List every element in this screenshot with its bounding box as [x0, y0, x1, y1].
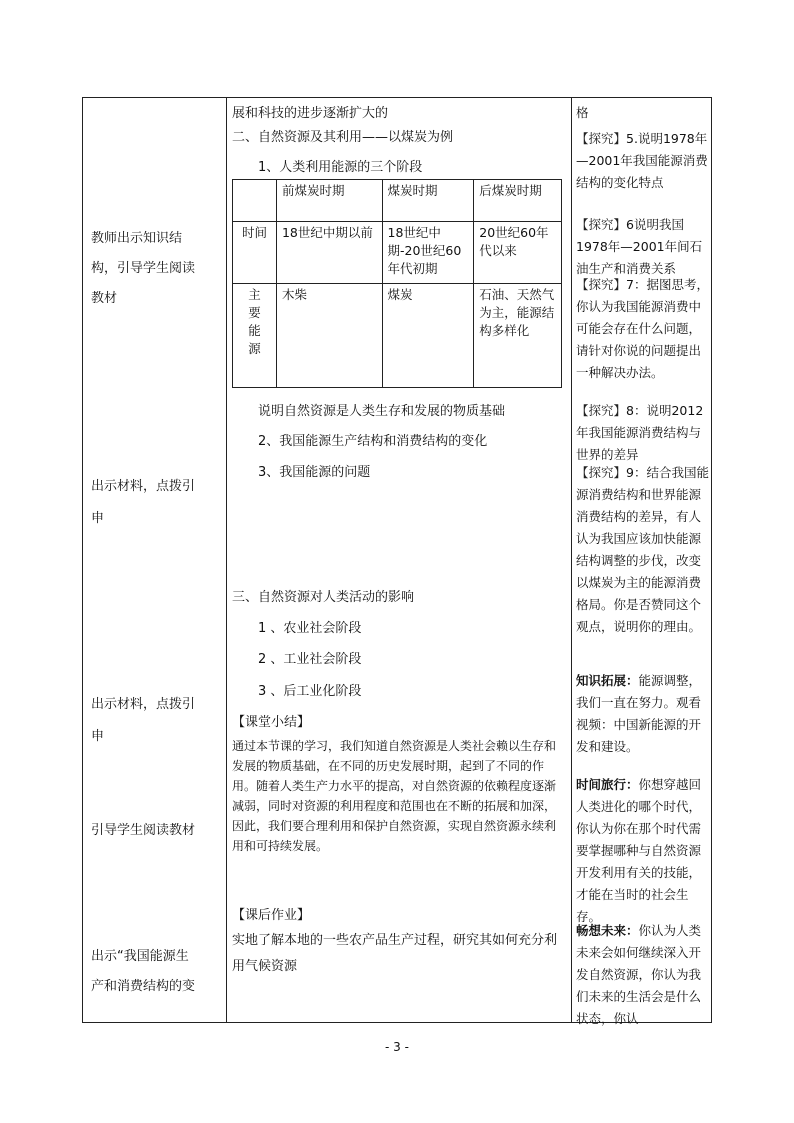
page-number: - 3 -	[385, 1040, 409, 1054]
inquiry-tag: 【探究】	[576, 131, 627, 146]
table-cell: 前煤炭时期	[276, 180, 382, 222]
table-cell: 木柴	[276, 284, 382, 388]
subsection-heading: 3、我国能源的问题	[258, 465, 371, 480]
table-cell: 主要能源	[233, 284, 277, 388]
inquiry-text: 5.说明1978年—2001年我国能源消费结构的变化特点	[576, 131, 708, 190]
activity-line: 教材	[91, 291, 118, 306]
inquiry-6	[576, 214, 710, 280]
inquiry-9	[576, 462, 710, 638]
activity-line: 引导学生阅读教材	[91, 823, 196, 838]
time-travel	[576, 774, 710, 928]
inquiry-text: 格	[576, 105, 589, 120]
activity-line: 教师出示知识结	[91, 231, 183, 246]
table-cell: 20世纪60年代以来	[474, 222, 562, 284]
stage-item: 3 、后工业化阶段	[258, 684, 362, 699]
section-heading: 三、自然资源对人类活动的影响	[232, 590, 415, 605]
inquiry-text: 9：结合我国能源消费结构和世界能源消费结构的差异，有人认为我国应该加快能源结构调整的步伐，改变以煤炭为主的能源消费格局。你是否赞同这个观点，说明你的理由。	[576, 465, 709, 634]
inquiry-text: 6说明我国1978年—2001年间石油生产和消费关系	[576, 217, 703, 276]
activity-line: 出示材料，点拨引	[91, 479, 196, 494]
stage-item: 2 、工业社会阶段	[258, 652, 362, 667]
table-cell: 18世纪中期-20世纪60年代初期	[382, 222, 474, 284]
inquiry-7	[576, 274, 710, 384]
activity-line: 出示“我国能源生	[91, 949, 189, 964]
time-travel-tag: 时间旅行：	[576, 777, 639, 792]
lesson-table	[82, 97, 712, 1026]
inquiry-tag: 【探究】	[576, 403, 627, 418]
inquiry-text: 8：说明2012年我国能源消费结构与世界的差异	[576, 403, 704, 462]
time-travel-text: 你想穿越回人类进化的哪个时代，你认为你在那个时代需要掌握哪种与自然资源开发利用有关的技能，才能在当时的社会生存。	[576, 777, 702, 924]
imagine-future-tag: 畅想未来：	[576, 923, 639, 938]
table-cell: 时间	[233, 222, 277, 284]
table-cell: 石油、天然气为主，能源结构多样化	[474, 284, 562, 388]
energy-stages-table	[232, 179, 562, 388]
extension-tag: 知识拓展：	[576, 673, 639, 688]
table-row	[233, 222, 562, 284]
teacher-activity-column	[83, 98, 226, 1022]
imagine-future-text: 你认为人类未来会如何继续深入开发自然资源，你认为我们未来的生活会是什么状态，你认	[576, 923, 702, 1026]
subsection-heading: 1、人类利用能源的三个阶段	[258, 160, 423, 175]
activity-line: 申	[91, 729, 105, 744]
inquiry-8	[576, 400, 710, 466]
knowledge-extension	[576, 670, 710, 758]
table-cell: 煤炭	[382, 284, 474, 388]
table-header-row	[233, 180, 562, 222]
content-line: 展和科技的进步逐渐扩大的	[232, 106, 389, 121]
inquiry-tag: 【探究】	[576, 465, 627, 480]
inquiry-5	[576, 128, 710, 194]
table-cell: 后煤炭时期	[474, 180, 562, 222]
stage-item: 1 、农业社会阶段	[258, 621, 362, 636]
table-row	[233, 284, 562, 388]
content-line: 说明自然资源是人类生存和发展的物质基础	[258, 404, 506, 419]
inquiry-column	[571, 98, 713, 1026]
subsection-heading: 2、我国能源生产结构和消费结构的变化	[258, 434, 488, 449]
activity-line: 出示材料，点拨引	[91, 697, 196, 712]
homework-text: 实地了解本地的一些农产品生产过程，研究其如何充分利用气候资源	[232, 933, 558, 974]
extension-text: 能源调整，我们一直在努力。观看视频：中国新能源的开发和建设。	[576, 673, 702, 754]
section-heading: 二、自然资源及其利用——以煤炭为例	[232, 130, 454, 145]
table-cell: 18世纪中期以前	[276, 222, 382, 284]
homework-title: 【课后作业】	[232, 908, 311, 923]
summary-title: 【课堂小结】	[232, 715, 311, 730]
content-column	[226, 98, 571, 1022]
activity-line: 构，引导学生阅读	[91, 261, 196, 276]
inquiry-tag: 【探究】	[576, 217, 627, 232]
inquiry-tag: 【探究】	[576, 277, 627, 292]
activity-line: 申	[91, 511, 105, 526]
table-cell	[233, 180, 277, 222]
summary-text: 通过本节课的学习，我们知道自然资源是人类社会赖以生存和发展的物质基础，在不同的历史发展时期，起到了不同的作用。随着人类生产力水平的提高，对自然资源的依赖程度逐渐减弱，同时对资源的利用程度和范围也在不断的拓展和加深，因此，我们要合理利用和保护自然资源，实现自然资源永续利用和可持续发展。	[232, 739, 557, 853]
inquiry-text: 7：据图思考，你认为我国能源消费中可能会存在什么问题，请针对你说的问题提出一种解决办法。	[576, 277, 709, 380]
table-cell: 煤炭时期	[382, 180, 474, 222]
imagine-future	[576, 920, 710, 1030]
activity-line: 产和消费结构的变	[91, 979, 196, 994]
